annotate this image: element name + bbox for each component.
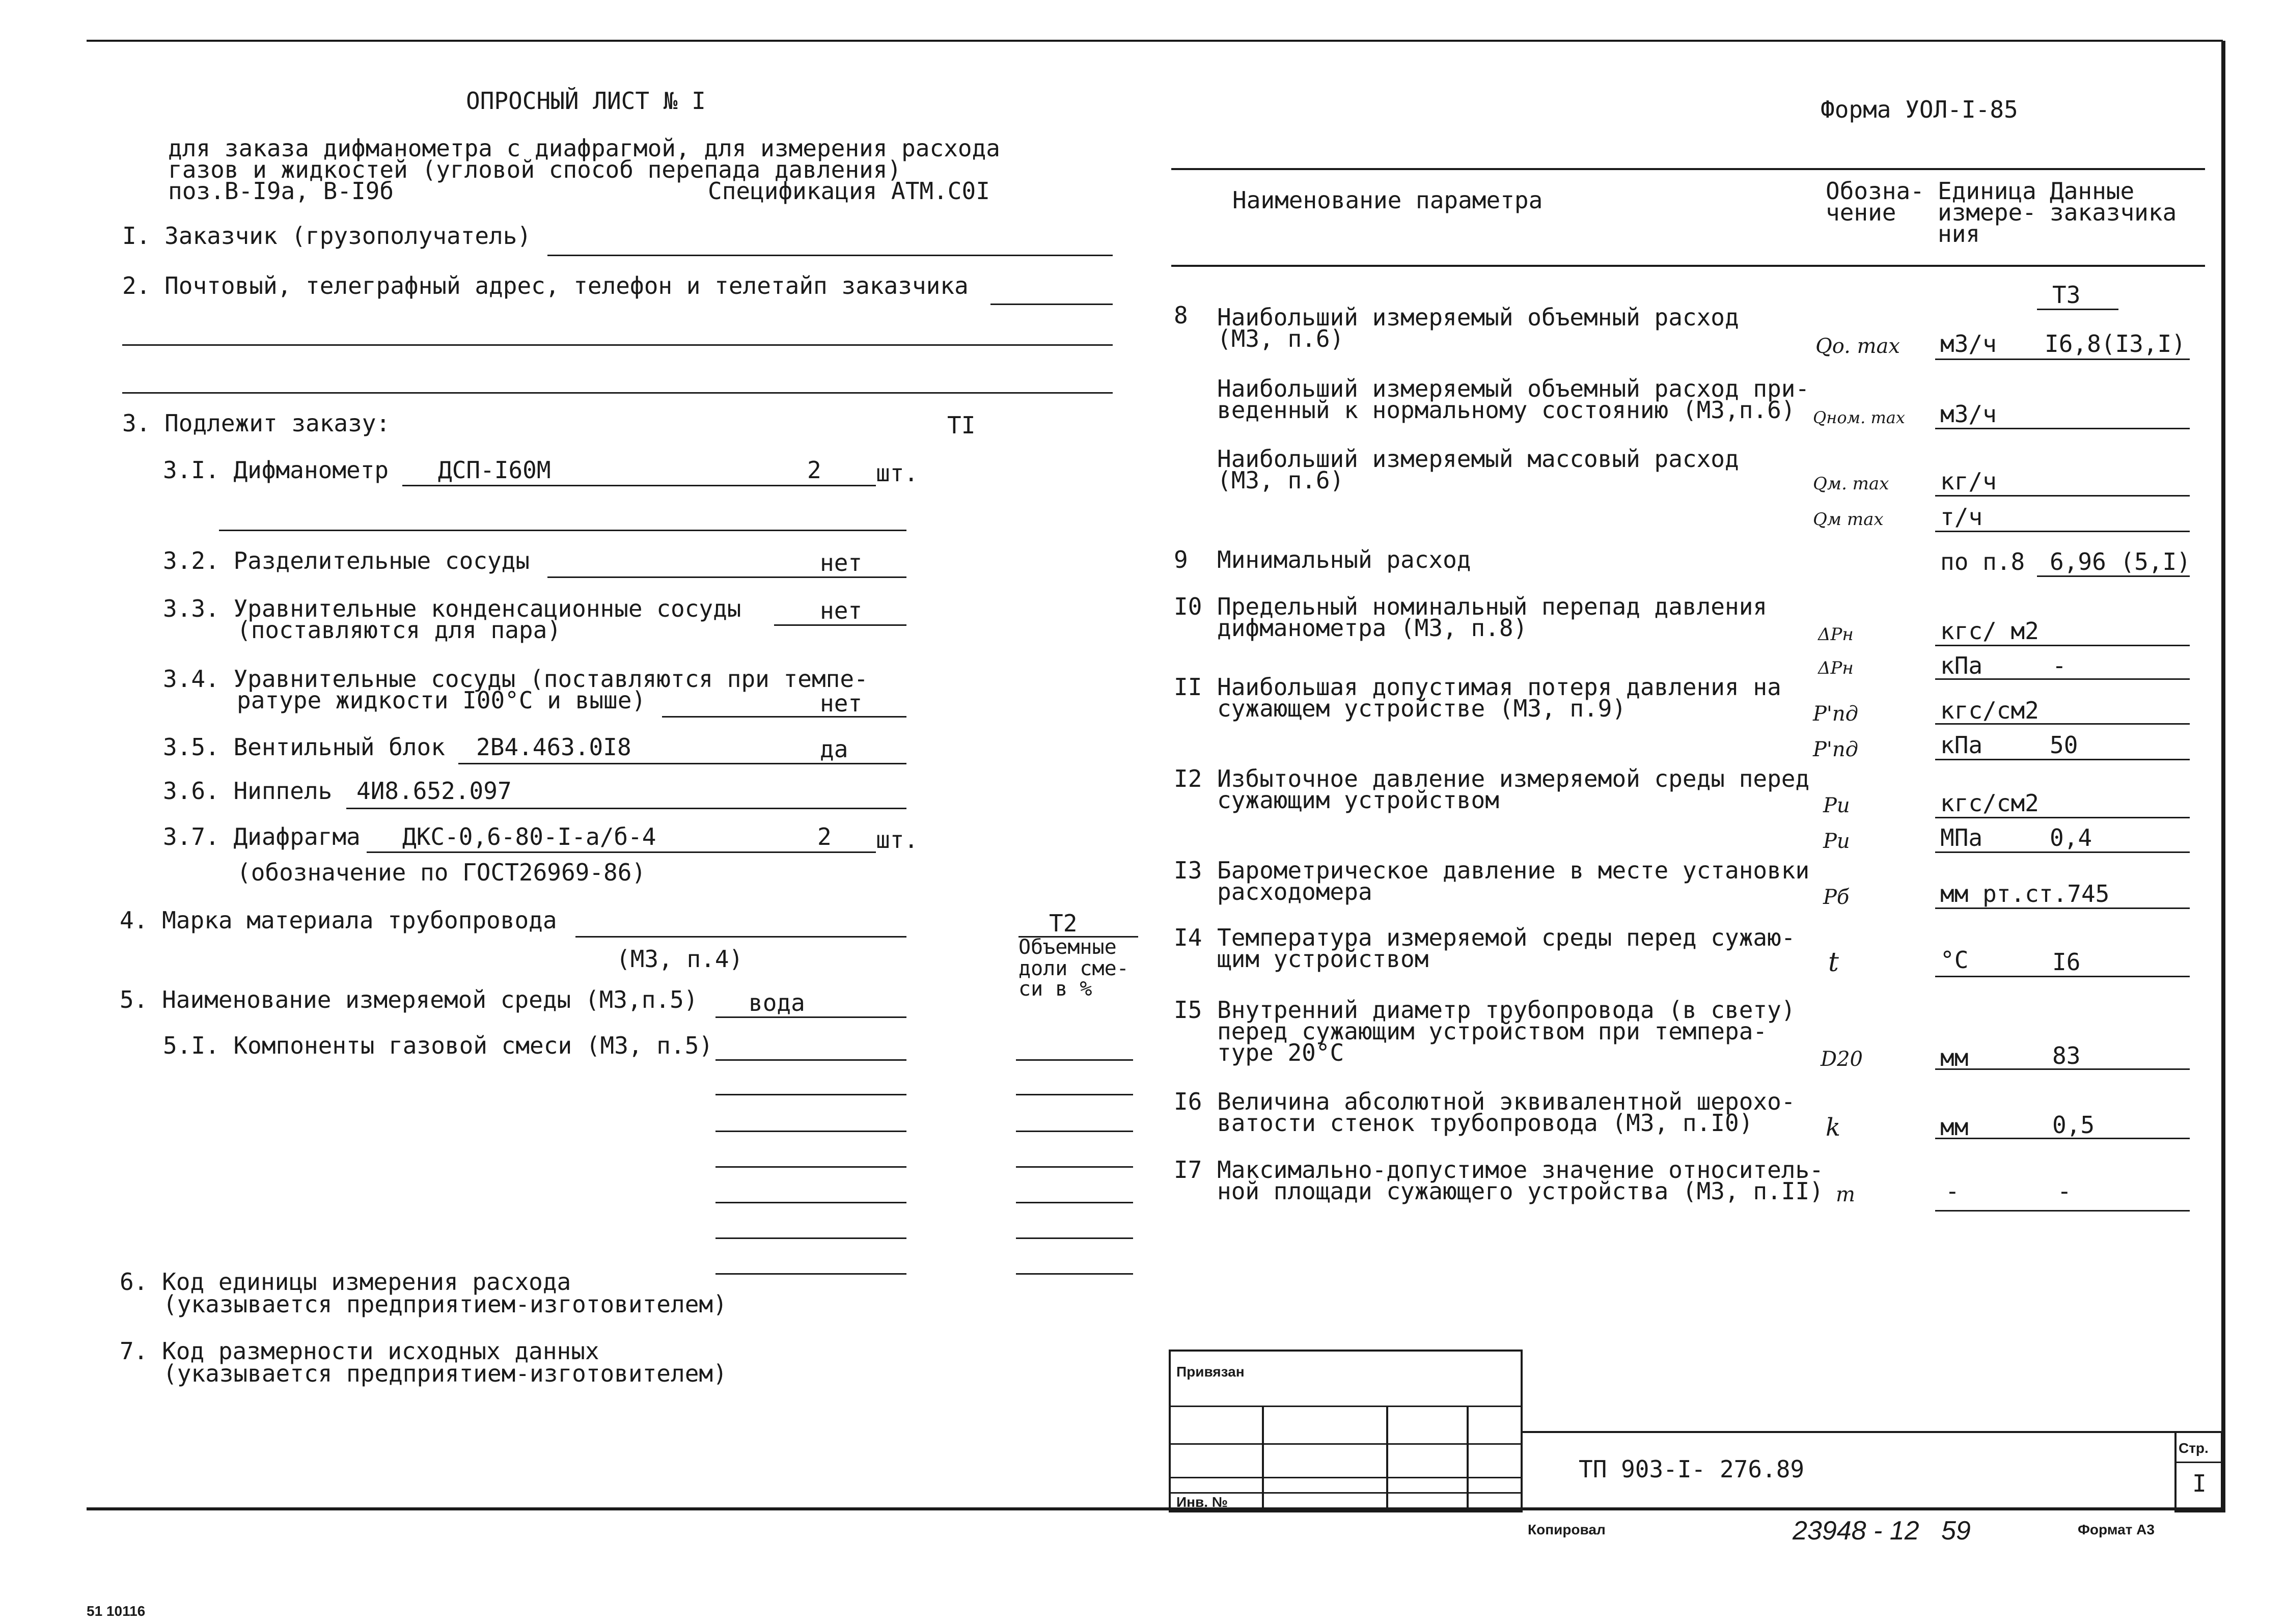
row-14-number: I4 <box>1174 924 1202 951</box>
row-8a-value: I6,8(I3,I) <box>2045 330 2186 357</box>
row-11-line-1 <box>1935 723 2190 725</box>
row-16-symbol: k <box>1826 1113 1841 1142</box>
row-9-line <box>2037 575 2190 577</box>
page-title: ОПРОСНЫЙ ЛИСТ № I <box>466 87 706 115</box>
row-13-label-2: расходомера <box>1217 878 1372 905</box>
item-4-line <box>575 936 906 938</box>
row-17-label-2: ной площади сужающего устройства (М3, п.II) <box>1217 1177 1824 1205</box>
positions: поз.В-I9а, В-I9б <box>168 177 394 205</box>
item-1: I. Заказчик (грузополучатель) <box>122 222 532 250</box>
row-15-symbol: D20 <box>1821 1048 1863 1071</box>
row-16-label-2: ватости стенок трубопровода (М3, п.I0) <box>1217 1109 1753 1137</box>
binding-row-3 <box>1169 1477 1523 1478</box>
row-17-value: - <box>2057 1177 2072 1205</box>
row-13-symbol: Pб <box>1823 886 1850 909</box>
share-line-7 <box>1016 1273 1133 1275</box>
share-line-2 <box>1016 1094 1133 1095</box>
row-16-unit: мм <box>1940 1113 1969 1141</box>
item-3-7-unit: шт. <box>876 826 919 854</box>
binding-row-2 <box>1169 1443 1523 1445</box>
row-10-label-2: дифманометра (М3, п.8) <box>1217 614 1528 642</box>
column-data-header-2: заказчика <box>2050 199 2177 226</box>
item-3-1-line <box>402 485 876 486</box>
row-8a-unit: м3/ч <box>1940 330 1997 357</box>
row-9-label: Минимальный расход <box>1217 546 1471 573</box>
item-3-3-note: (поставляются для пара) <box>237 616 561 644</box>
item-7-note: (указывается предприятием-изготовителем) <box>163 1360 727 1387</box>
row-8b-line <box>1935 428 2190 429</box>
row-10-value-2: - <box>2052 652 2067 679</box>
item-3-2-line <box>547 576 906 578</box>
binding-row-1 <box>1169 1406 1523 1407</box>
item-3-4: 3.4. Уравнительные сосуды (поставляются при темпе- <box>163 665 868 693</box>
item-3-1-qty: 2 <box>807 456 821 484</box>
row-8c-label-1: Наибольший измеряемый массовый расход <box>1217 445 1739 473</box>
item-5-1: 5.I. Компоненты газовой смеси (М3, п.5) <box>163 1032 713 1059</box>
row-15-value: 83 <box>2052 1042 2081 1069</box>
row-15-unit: мм <box>1940 1044 1969 1071</box>
row-11-unit-1: кгс/см2 <box>1940 697 2039 724</box>
share-line-1 <box>1016 1059 1133 1061</box>
item-3-6-line <box>346 808 906 809</box>
item-3-7-value: ДКС-0,6-80-I-а/б-4 <box>402 823 656 850</box>
item-4: 4. Марка материала трубопровода <box>120 906 557 934</box>
row-15-line <box>1935 1068 2190 1070</box>
row-8c-symbol-2: Qм max <box>1813 509 1884 530</box>
item-1-line <box>547 255 1113 256</box>
row-11-symbol-2: P'пд <box>1813 738 1859 761</box>
item-3-5-value-2: да <box>820 735 848 763</box>
table-2-note-2: доли сме- <box>1018 957 1129 980</box>
row-14-symbol: t <box>1828 947 1839 978</box>
row-17-symbol: m <box>1836 1183 1855 1206</box>
row-11-label-1: Наибольшая допустимая потеря давления на <box>1217 673 1781 701</box>
right-border <box>2221 41 2225 1512</box>
purpose-line-1: для заказа дифманометра с диафрагмой, для измерения расхода <box>168 134 1000 162</box>
item-3-5-value: 2В4.463.0I8 <box>476 733 631 761</box>
item-3-6-value: 4И8.652.097 <box>356 777 512 805</box>
row-10-unit-2: кПа <box>1940 652 1983 679</box>
table-1-label: TI <box>947 411 976 439</box>
item-3-7-qty: 2 <box>817 823 832 850</box>
purpose-line-2: газов и жидкостей (угловой способ перепада давления) <box>168 156 902 183</box>
item-3-1: 3.I. Дифманометр <box>163 456 389 484</box>
column-symbol-header-1: Обозна- <box>1826 177 1924 205</box>
column-unit-header-3: ния <box>1938 220 1980 247</box>
row-15-label-3: туре 20°С <box>1217 1039 1344 1066</box>
row-8b-unit: м3/ч <box>1940 400 1997 428</box>
row-16-label-1: Величина абсолютной эквивалентной шерохо- <box>1217 1088 1796 1115</box>
row-17-number: I7 <box>1174 1156 1202 1183</box>
row-8b-label-2: веденный к нормальному состоянию (М3,п.6) <box>1217 396 1796 424</box>
item-3-7-note: (обозначение по ГОСТ26969-86) <box>237 859 646 886</box>
row-14-line <box>1935 976 2190 977</box>
row-11-label-2: сужающем устройстве (М3, п.9) <box>1217 695 1627 722</box>
item-7: 7. Код размерности исходных данных <box>120 1337 599 1365</box>
item-3-1-unit: шт. <box>876 459 919 487</box>
item-3-5: 3.5. Вентильный блок <box>163 733 445 761</box>
row-16-value: 0,5 <box>2052 1111 2095 1139</box>
item-5-line <box>715 1016 906 1018</box>
item-3-2-value: нет <box>820 549 863 576</box>
item-2-line-b <box>122 344 1113 346</box>
row-8a-label-1: Наибольший измеряемый объемный расход <box>1217 304 1739 331</box>
specification: Спецификация АТМ.С0I <box>708 177 990 205</box>
table-2-label: T2 <box>1049 910 1078 937</box>
table-2-note-3: си в % <box>1018 977 1092 1001</box>
gas-line-7 <box>715 1273 906 1275</box>
archive-number: 23948 - 12 59 <box>1793 1516 1971 1546</box>
corner-code: 51 10116 <box>87 1603 146 1619</box>
item-2-line-c <box>122 392 1113 394</box>
table-top-line <box>1171 168 2205 170</box>
row-14-label-2: щим устройством <box>1217 945 1429 973</box>
row-16-number: I6 <box>1174 1088 1202 1115</box>
share-line-5 <box>1016 1202 1133 1203</box>
item-3-4-note: ратуре жидкости I00°С и выше) <box>237 686 646 714</box>
row-9-unit: по п.8 <box>1940 548 2025 575</box>
row-10-label-1: Предельный номинальный перепад давления <box>1217 593 1768 620</box>
row-13-line <box>1935 907 2190 909</box>
row-8c-line-1 <box>1935 495 2190 497</box>
binding-label: Привязан <box>1176 1364 1245 1380</box>
table-3-underline <box>2037 309 2118 310</box>
share-line-4 <box>1016 1166 1133 1168</box>
row-9-value: 6,96 (5,I) <box>2050 548 2191 575</box>
row-12-line-2 <box>1935 851 2190 853</box>
gas-line-3 <box>715 1131 906 1132</box>
form-code: Форма УОЛ-I-85 <box>1821 96 2018 123</box>
row-12-number: I2 <box>1174 765 1202 792</box>
column-unit-header-2: измере- <box>1938 199 2036 226</box>
format-label: Формат А3 <box>2078 1522 2155 1537</box>
row-13-unit: мм рт.ст.745 <box>1940 880 2110 907</box>
item-6-note: (указывается предприятием-изготовителем) <box>163 1290 727 1318</box>
row-8a-label-2: (М3, п.6) <box>1217 325 1344 352</box>
gas-line-4 <box>715 1166 906 1168</box>
row-15-label-2: перед сужающим устройством при темпера- <box>1217 1017 1768 1045</box>
share-line-3 <box>1016 1131 1133 1132</box>
row-15-label-1: Внутренний диаметр трубопровода (в свету) <box>1217 996 1796 1024</box>
column-symbol-header-2: чение <box>1826 199 1896 226</box>
row-11-symbol-1: P'пд <box>1813 702 1859 726</box>
table-2-note-1: Объемные <box>1018 935 1117 959</box>
row-12-value-2: 0,4 <box>2050 824 2092 851</box>
row-12-unit-1: кгс/см2 <box>1940 789 2039 817</box>
row-10-symbol-1: ΔPн <box>1818 624 1854 645</box>
binding-col-3 <box>1467 1406 1469 1512</box>
document-code: ТП 903-I- 276.89 <box>1579 1455 1805 1483</box>
column-name-header: Наименование параметра <box>1232 186 1543 214</box>
item-2: 2. Почтовый, телеграфный адрес, телефон и телетайп заказчика <box>122 272 969 299</box>
title-block-top <box>1523 1431 2223 1433</box>
item-3-1-value: ДСП-I60М <box>438 456 551 484</box>
item-3-5-line <box>458 763 906 764</box>
item-3: 3. Подлежит заказу: <box>122 409 391 437</box>
row-8b-label-1: Наибольший измеряемый объемный расход при- <box>1217 375 1810 402</box>
table-3-label: T3 <box>2052 281 2081 309</box>
row-12-line-1 <box>1935 817 2190 818</box>
item-3-2: 3.2. Разделительные сосуды <box>163 547 530 574</box>
row-8c-unit-1: кг/ч <box>1940 467 1997 495</box>
bottom-border <box>87 1507 2223 1510</box>
row-8c-line-2 <box>1935 531 2190 532</box>
share-line-6 <box>1016 1237 1133 1239</box>
binding-col-2 <box>1386 1406 1388 1512</box>
item-3-1-line-b <box>219 530 906 531</box>
top-border <box>87 40 2223 42</box>
column-data-header-1: Данные <box>2050 177 2135 205</box>
item-4-note: (М3, п.4) <box>616 945 743 973</box>
gas-line-1 <box>715 1059 906 1061</box>
row-16-line <box>1935 1138 2190 1139</box>
table-header-line <box>1171 265 2205 267</box>
row-10-number: I0 <box>1174 593 1202 620</box>
item-2-line <box>990 304 1113 305</box>
gas-line-2 <box>715 1094 906 1095</box>
row-15-number: I5 <box>1174 996 1202 1024</box>
row-8c-label-2: (М3, п.6) <box>1217 466 1344 494</box>
row-13-number: I3 <box>1174 857 1202 884</box>
item-3-4-line <box>662 716 906 718</box>
item-5-value: вода <box>749 989 805 1016</box>
row-10-line-2 <box>1935 678 2190 680</box>
row-12-label-2: сужающим устройством <box>1217 786 1499 814</box>
row-8a-symbol: Qo. max <box>1815 335 1900 358</box>
item-3-7: 3.7. Диафрагма <box>163 823 361 850</box>
row-12-symbol-1: Pи <box>1823 794 1850 817</box>
row-9-number: 9 <box>1174 546 1188 573</box>
binding-row-4 <box>1169 1492 1523 1494</box>
row-17-label-1: Максимально-допустимое значение относитель- <box>1217 1156 1824 1183</box>
row-11-value-2: 50 <box>2050 731 2078 759</box>
binding-col-1 <box>1262 1406 1264 1512</box>
row-10-symbol-2: ΔPн <box>1818 658 1854 678</box>
inventory-label: Инв. № <box>1176 1494 1228 1510</box>
row-8a-line <box>1935 359 2190 360</box>
row-10-unit-1: кгс/ м2 <box>1940 617 2039 645</box>
gas-line-5 <box>715 1202 906 1203</box>
row-11-line-2 <box>1935 759 2190 760</box>
item-3-3: 3.3. Уравнительные конденсационные сосуды <box>163 595 741 622</box>
item-3-7-line <box>367 851 876 853</box>
row-13-label-1: Барометрическое давление в месте установки <box>1217 857 1810 884</box>
row-12-label-1: Избыточное давление измеряемой среды перед <box>1217 765 1810 792</box>
sheet-box-divider <box>2174 1462 2223 1463</box>
row-8b-symbol: Qном. max <box>1813 408 1905 427</box>
row-14-label-1: Температура измеряемой среды перед сужаю- <box>1217 924 1796 951</box>
row-12-unit-2: МПа <box>1940 824 1983 851</box>
row-11-unit-2: кПа <box>1940 731 1983 759</box>
copied-label: Копировал <box>1528 1522 1606 1537</box>
row-17-unit: - <box>1945 1177 1960 1205</box>
row-8c-symbol-1: Qм. max <box>1813 474 1889 494</box>
row-11-number: II <box>1174 673 1202 701</box>
row-12-symbol-2: Pи <box>1823 830 1850 853</box>
item-5: 5. Наименование измеряемой среды (М3,п.5) <box>120 986 698 1013</box>
item-6: 6. Код единицы измерения расхода <box>120 1268 571 1296</box>
row-10-line-1 <box>1935 645 2190 646</box>
item-3-3-value: нет <box>820 597 863 624</box>
row-14-value: I6 <box>2052 948 2081 976</box>
row-17-line <box>1935 1210 2190 1212</box>
gas-line-6 <box>715 1237 906 1239</box>
item-3-6: 3.6. Ниппель <box>163 777 333 805</box>
item-3-3-line <box>774 624 906 626</box>
row-8-number: 8 <box>1174 301 1188 329</box>
column-unit-header-1: Единица <box>1938 177 2036 205</box>
sheet-label: Стр. <box>2179 1440 2209 1456</box>
sheet-number: I <box>2192 1470 2207 1497</box>
row-14-unit: °С <box>1940 946 1969 974</box>
row-8c-unit-2: т/ч <box>1940 503 1983 531</box>
item-3-4-value: нет <box>820 690 863 717</box>
